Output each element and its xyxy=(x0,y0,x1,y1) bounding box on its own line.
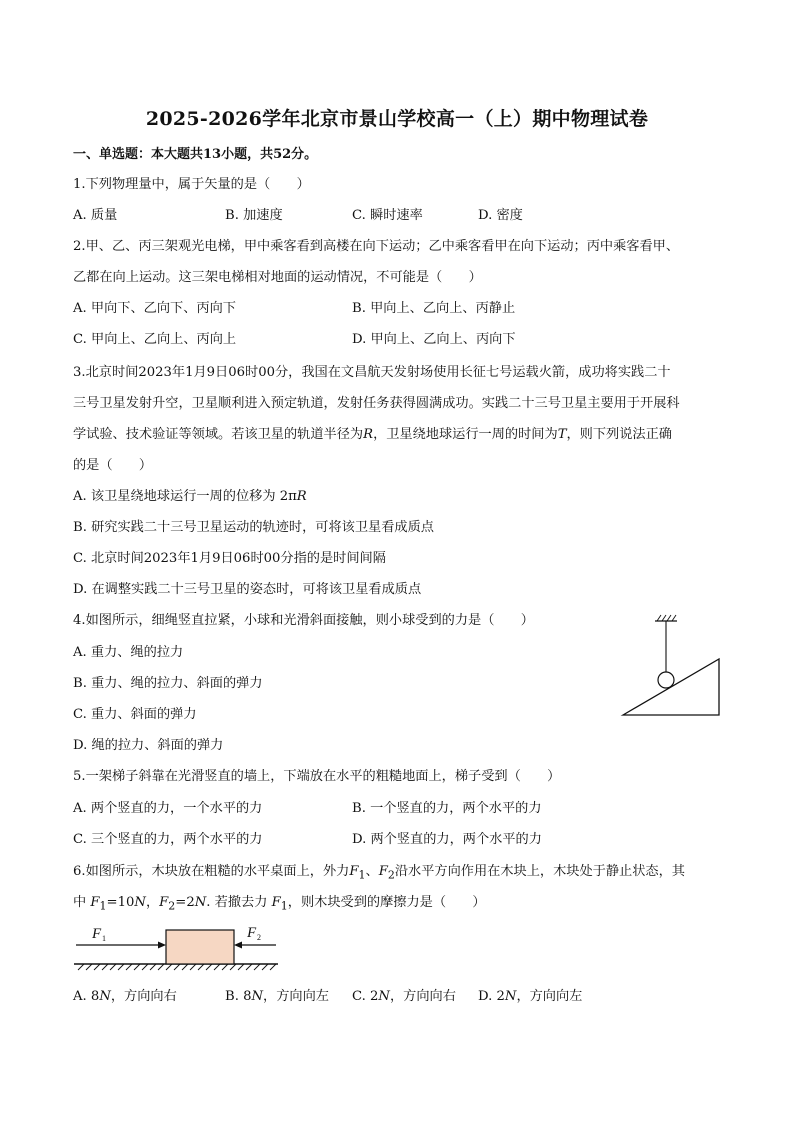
q2-option-c: C. 甲向上、乙向上、丙向上 xyxy=(73,332,237,347)
unit-n: N xyxy=(251,989,264,1004)
q6-option-a xyxy=(73,988,177,1006)
block-forces-figure xyxy=(72,920,282,972)
label-f1-sub: 1 xyxy=(102,934,106,943)
text-run: ，方向向右 xyxy=(110,989,177,1004)
subscript: 2 xyxy=(387,868,395,882)
unit-n: N xyxy=(378,989,390,1004)
text-run: 学试验、技术验证等领域。若该卫星的轨道半径为 xyxy=(73,427,364,442)
q2-option-d: D. 甲向上、乙向上、丙向下 xyxy=(352,332,516,347)
subscript: 2 xyxy=(168,899,176,913)
q1-option-b: B. 加速度 xyxy=(225,208,283,223)
label-f1: F xyxy=(92,926,102,942)
variable-r: R xyxy=(296,489,307,504)
text-run: ，则下列说法正确 xyxy=(566,427,672,442)
variable-t: T xyxy=(557,427,567,442)
text-run: C. 2 xyxy=(352,989,379,1004)
text-run: . 若撤去力 xyxy=(206,895,268,910)
variable-f: F xyxy=(159,895,169,910)
unit-n: N xyxy=(504,989,517,1004)
ceiling-hatch xyxy=(657,615,676,621)
q1-option-d: D. 密度 xyxy=(478,208,523,223)
variable-f: F xyxy=(90,895,100,910)
text-run: ，方向向左 xyxy=(516,989,583,1004)
section-heading: 一、单选题：本大题共13小题，共52分。 xyxy=(73,147,318,162)
wooden-block xyxy=(166,930,234,964)
ground-hatch xyxy=(78,964,276,970)
q5-option-b: B. 一个竖直的力，两个水平的力 xyxy=(352,801,542,816)
text-run: =10 xyxy=(106,895,135,910)
question-3-stem-line3 xyxy=(73,426,672,444)
question-6-stem-line2 xyxy=(73,894,486,916)
question-5-stem: 5.一架梯子斜靠在光滑竖直的墙上，下端放在水平的粗糙地面上，梯子受到（ ） xyxy=(73,769,561,784)
q6-option-c xyxy=(352,988,456,1006)
q5-option-c: C. 三个竖直的力，两个水平的力 xyxy=(73,832,263,847)
q4-option-d: D. 绳的拉力、斜面的弹力 xyxy=(73,738,224,753)
q4-option-a: A. 重力、绳的拉力 xyxy=(73,645,184,660)
text-run: ，则木块受到的摩擦力是（ ） xyxy=(287,895,486,910)
q1-option-a: A. 质量 xyxy=(73,208,118,223)
label-f2: F xyxy=(247,925,257,941)
text-run: 、 xyxy=(365,864,379,879)
q4-option-c: C. 重力、斜面的弹力 xyxy=(73,707,197,722)
question-1-stem: 1.下列物理量中，属于矢量的是（ ） xyxy=(73,177,310,192)
unit-n: N xyxy=(134,895,146,910)
incline-triangle xyxy=(623,659,719,715)
force-f2-arrowhead xyxy=(234,942,242,949)
text-run: B. 8 xyxy=(225,989,252,1004)
q6-option-b xyxy=(225,988,329,1006)
ball-circle xyxy=(658,672,674,688)
question-6-stem-line1 xyxy=(73,863,685,885)
variable-f: F xyxy=(271,895,281,910)
q2-option-b: B. 甲向上、乙向上、丙静止 xyxy=(352,301,516,316)
text-run: ，方向向左 xyxy=(263,989,329,1004)
text-run: ，方向向右 xyxy=(389,989,456,1004)
incline-ball-figure xyxy=(615,612,727,720)
variable-f: F xyxy=(349,864,359,879)
q6-option-d xyxy=(478,988,582,1006)
question-2-stem-line1: 2.甲、乙、丙三架观光电梯，甲中乘客看到高楼在向下运动；乙中乘客看甲在向下运动；丙中乘客看甲、 xyxy=(73,239,680,254)
q5-option-a: A. 两个竖直的力，一个水平的力 xyxy=(73,801,263,816)
question-3-stem-line4: 的是（ ） xyxy=(73,458,153,473)
text-run: =2 xyxy=(175,895,195,910)
subscript: 1 xyxy=(99,899,107,913)
q3-option-a xyxy=(73,488,307,506)
text-run: A. 该卫星绕地球运行一周的位移为 2π xyxy=(73,489,297,504)
q4-option-b: B. 重力、绳的拉力、斜面的弹力 xyxy=(73,676,263,691)
q3-option-d: D. 在调整实践二十三号卫星的姿态时，可将该卫星看成质点 xyxy=(73,582,422,597)
variable-f: F xyxy=(378,864,388,879)
question-3-stem-line1: 3.北京时间2023年1月9日06时00分，我国在文昌航天发射场使用长征七号运载火箭，成功将实践二十 xyxy=(73,365,671,380)
text-run: 6.如图所示，木块放在粗糙的水平桌面上，外力 xyxy=(73,864,350,879)
label-f2-sub: 2 xyxy=(257,933,261,942)
page-title: 2025-2026学年北京市景山学校高一（上）期中物理试卷 xyxy=(145,108,649,130)
text-run: 沿水平方向作用在木块上，木块处于静止状态，其 xyxy=(394,864,685,879)
variable-r: R xyxy=(363,427,374,442)
text-run: ， xyxy=(145,895,160,910)
subscript: 1 xyxy=(358,868,366,882)
unit-n: N xyxy=(194,895,207,910)
text-run: 中 xyxy=(73,895,87,910)
q1-option-c: C. 瞬时速率 xyxy=(352,208,423,223)
subscript: 1 xyxy=(280,899,288,913)
text-run: D. 2 xyxy=(478,989,505,1004)
unit-n: N xyxy=(99,989,111,1004)
question-2-stem-line2: 乙都在向上运动。这三架电梯相对地面的运动情况，不可能是（ ） xyxy=(73,270,482,285)
force-f1-arrowhead xyxy=(158,942,166,949)
question-3-stem-line2: 三号卫星发射升空，卫星顺利进入预定轨道，发射任务获得圆满成功。实践二十三号卫星主要用于开展科 xyxy=(73,396,680,411)
q5-option-d: D. 两个竖直的力，两个水平的力 xyxy=(352,832,542,847)
question-4-stem: 4.如图所示，细绳竖直拉紧，小球和光滑斜面接触，则小球受到的力是（ ） xyxy=(73,613,534,628)
q3-option-c: C. 北京时间2023年1月9日06时00分指的是时间间隔 xyxy=(73,551,386,566)
q2-option-a: A. 甲向下、乙向下、丙向下 xyxy=(73,301,236,316)
text-run: ，卫星绕地球运行一周的时间为 xyxy=(373,427,558,442)
text-run: A. 8 xyxy=(73,989,100,1004)
q3-option-b: B. 研究实践二十三号卫星运动的轨迹时，可将该卫星看成质点 xyxy=(73,520,434,535)
